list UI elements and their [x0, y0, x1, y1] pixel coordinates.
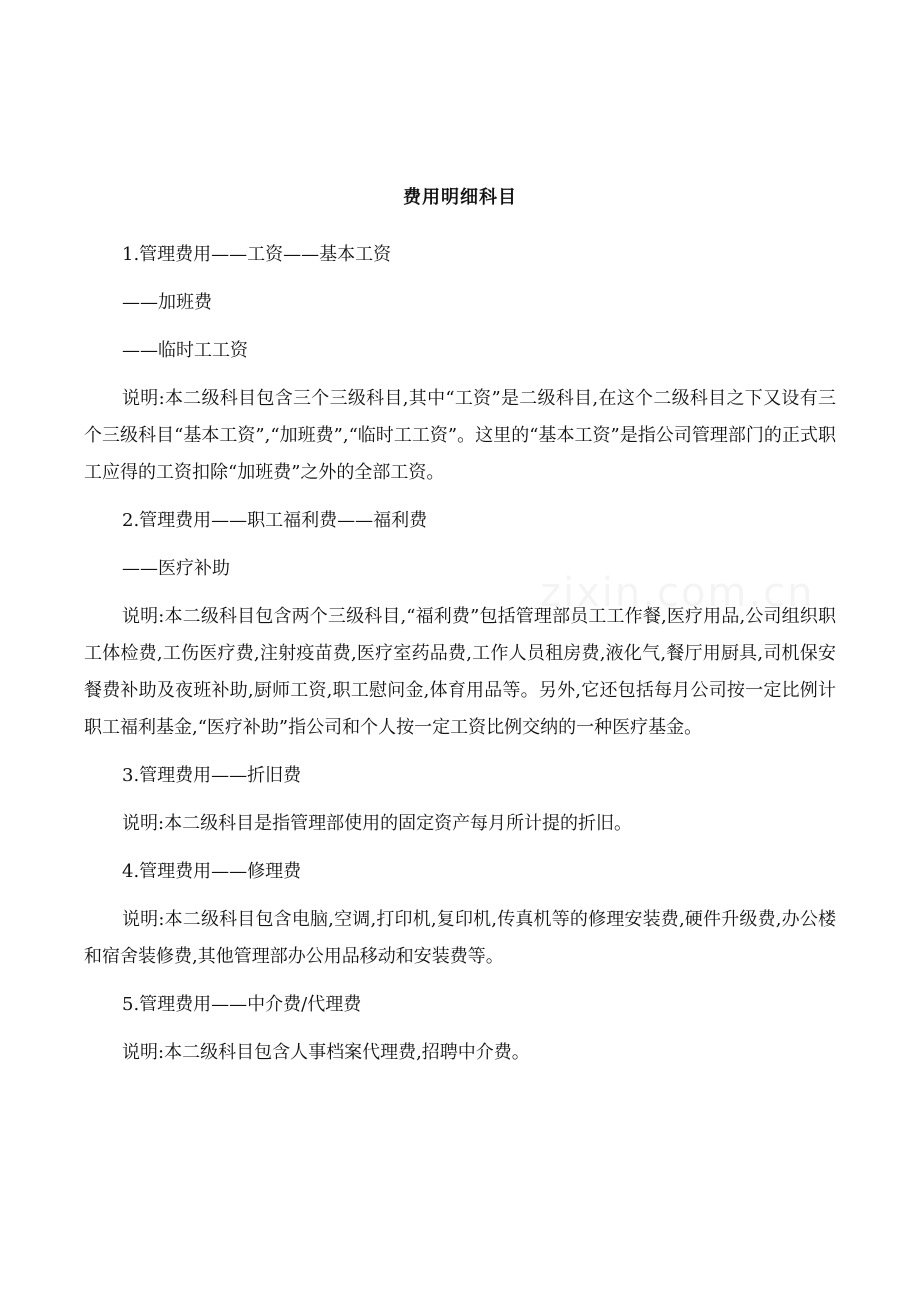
page-title: 费用明细科目: [403, 187, 517, 208]
document-body: [84, 236, 836, 1082]
paragraph-4-heading: 4.管理费用——修理费: [122, 861, 302, 882]
paragraph-3-explanation: 说明:本二级科目是指管理部使用的固定资产每月所计提的折旧。: [122, 813, 633, 834]
paragraph-1-sub-overtime: ——加班费: [122, 292, 212, 313]
paragraph-5-explanation: 说明:本二级科目包含人事档案代理费,招聘中介费。: [122, 1042, 530, 1063]
paragraph-2-sub-medical: ——医疗补助: [122, 558, 230, 579]
paragraph-4-explanation: 说明:本二级科目包含电脑,空调,打印机,复印机,传真机等的修理安装费,硬件升级费,办公楼和宿舍装修费,其他管理部办公用品移动和安装费等。: [84, 909, 836, 967]
paragraph-1-sub-temp-wages: ——临时工工资: [122, 340, 248, 361]
paragraph-3-heading: 3.管理费用——折旧费: [122, 765, 302, 786]
paragraph-2-heading: 2.管理费用——职工福利费——福利费: [122, 510, 428, 531]
paragraph-2-explanation: 说明:本二级科目包含两个三级科目,“福利费”包括管理部员工工作餐,医疗用品,公司组织职工体检费,工伤医疗费,注射疫苗费,医疗室药品费,工作人员租房费,液化气,餐厅用厨具,司机保安餐费补助及夜班补助,厨师工资,职工慰问金,体育用品等。另外,它还包括每月公司按一定比例计职工福利基金,“医疗补助”指公司和个人按一定工资比例交纳的一种医疗基金。: [84, 606, 836, 738]
paragraph-5-heading: 5.管理费用——中介费/代理费: [122, 994, 362, 1015]
paragraph-1-explanation: 说明:本二级科目包含三个三级科目,其中“工资”是二级科目,在这个二级科目之下又设有三个三级科目“基本工资”,“加班费”,“临时工工资”。这里的“基本工资”是指公司管理部门的正式职工应得的工资扣除“加班费”之外的全部工资。: [84, 388, 836, 483]
paragraph-1-heading: 1.管理费用——工资——基本工资: [122, 244, 392, 265]
